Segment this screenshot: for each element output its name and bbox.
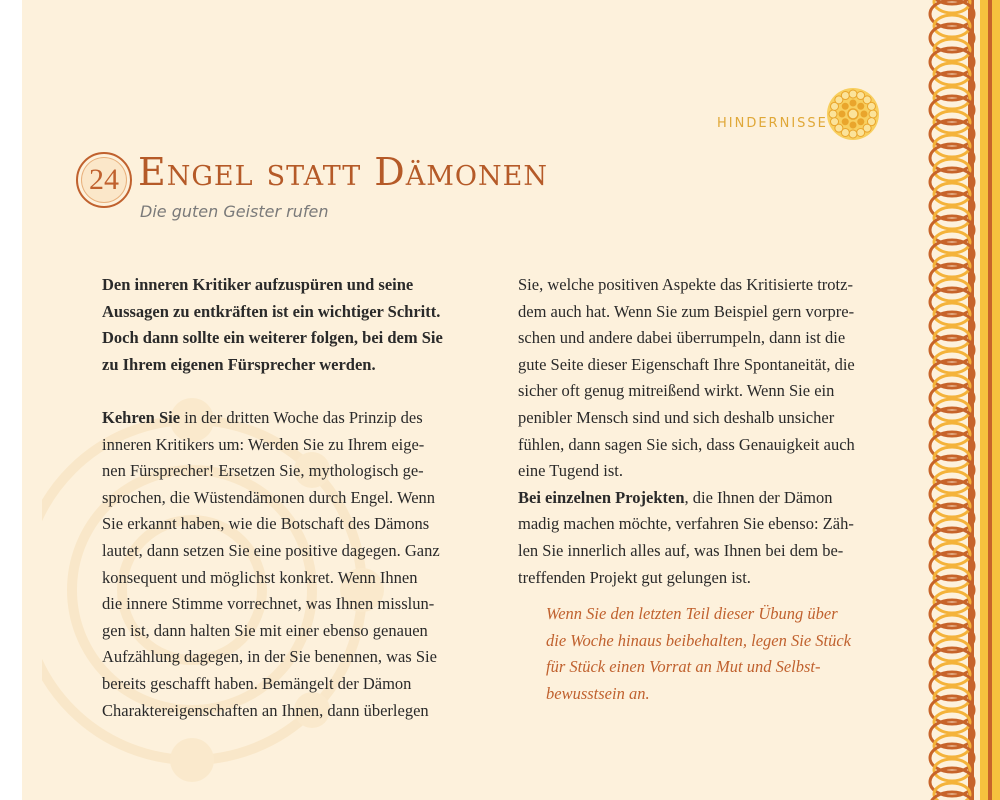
text-line: in der dritten Woche das Prinzip des	[180, 407, 423, 427]
text-line: bereits geschafft haben. Bemängelt der Dämon	[102, 673, 412, 693]
body-paragraph-2	[518, 485, 908, 591]
highlight-quote	[546, 601, 908, 707]
text-line: Sie erkannt haben, wie die Botschaft des Dämons	[102, 514, 430, 534]
text-line: Aussagen zu entkräften ist ein wichtiger Schritt.	[102, 301, 441, 321]
paragraph-lead-words: Kehren Sie	[102, 407, 181, 427]
text-line: fühlen, dann sagen Sie sich, dass Genauigkeit auch	[518, 434, 855, 454]
book-page	[22, 0, 1000, 800]
lead-paragraph	[102, 272, 492, 378]
body-paragraph-1-continued	[518, 272, 908, 485]
text-line: gute Seite dieser Eigenschaft Ihre Spontaneität, die	[518, 354, 855, 374]
paragraph-lead-words: Bei einzelnen Projekten	[518, 487, 685, 507]
text-column-right	[518, 272, 908, 708]
body-paragraph-1	[102, 405, 492, 724]
text-line: nen Fürsprecher! Ersetzen Sie, mythologisch ge-	[102, 461, 424, 481]
text-line: treffenden Projekt gut gelungen ist.	[518, 567, 751, 587]
text-line: madig machen möchte, verfahren Sie ebenso: Zäh-	[518, 514, 854, 534]
text-line: sprochen, die Wüstendämonen durch Engel. Wenn	[102, 487, 436, 507]
text-line: sicher oft genug mitreißend wirkt. Wenn Sie ein	[518, 381, 835, 401]
text-line: len Sie innerlich alles auf, was Ihnen bei dem be-	[518, 540, 844, 560]
text-line: schen und andere dabei überrumpeln, dann ist die	[518, 328, 846, 348]
text-line: zu Ihrem eigenen Fürsprecher werden.	[102, 354, 376, 374]
text-line: dem auch hat. Wenn Sie zum Beispiel gern vorpre-	[518, 301, 855, 321]
text-line: Sie, welche positiven Aspekte das Kritisierte trotz-	[518, 275, 853, 294]
text-line: die innere Stimme vorrechnet, was Ihnen misslun-	[102, 594, 435, 614]
page-subtitle: Die guten Geister rufen	[140, 202, 329, 221]
text-line: Charaktereigenschaften an Ihnen, dann überlegen	[102, 700, 429, 720]
mandala-icon	[825, 86, 881, 142]
text-column-left	[102, 272, 492, 724]
text-line: , die Ihnen der Dämon	[684, 487, 833, 507]
text-line: konsequent und möglichst konkret. Wenn Ihnen	[102, 567, 418, 587]
text-line: Aufzählung dagegen, in der Sie benennen, was Sie	[102, 647, 437, 667]
text-line: bewusstsein an.	[546, 683, 650, 703]
chapter-number: 24	[76, 152, 132, 208]
text-line: lautet, dann setzen Sie eine positive dagegen. Ganz	[102, 540, 440, 560]
page-title: Engel statt Dämonen	[138, 150, 549, 194]
text-line: Doch dann sollte ein weiterer folgen, bei dem Sie	[102, 328, 443, 348]
section-label: HINDERNISSE	[717, 116, 828, 131]
text-line: die Woche hinaus beibehalten, legen Sie Stück	[546, 630, 852, 650]
text-line: Den inneren Kritiker aufzuspüren und seine	[102, 275, 414, 294]
text-line: eine Tugend ist.	[518, 461, 623, 481]
text-line: inneren Kritikers um: Werden Sie zu Ihrem eige-	[102, 434, 425, 454]
text-line: für Stück einen Vorrat an Mut und Selbst-	[546, 657, 821, 677]
text-line: penibler Mensch sind und sich deshalb unsicher	[518, 407, 835, 427]
text-line: Wenn Sie den letzten Teil dieser Übung über	[546, 604, 838, 624]
text-line: gen ist, dann halten Sie mit einer ebenso genauen	[102, 620, 428, 640]
ornamental-border	[922, 0, 1000, 800]
